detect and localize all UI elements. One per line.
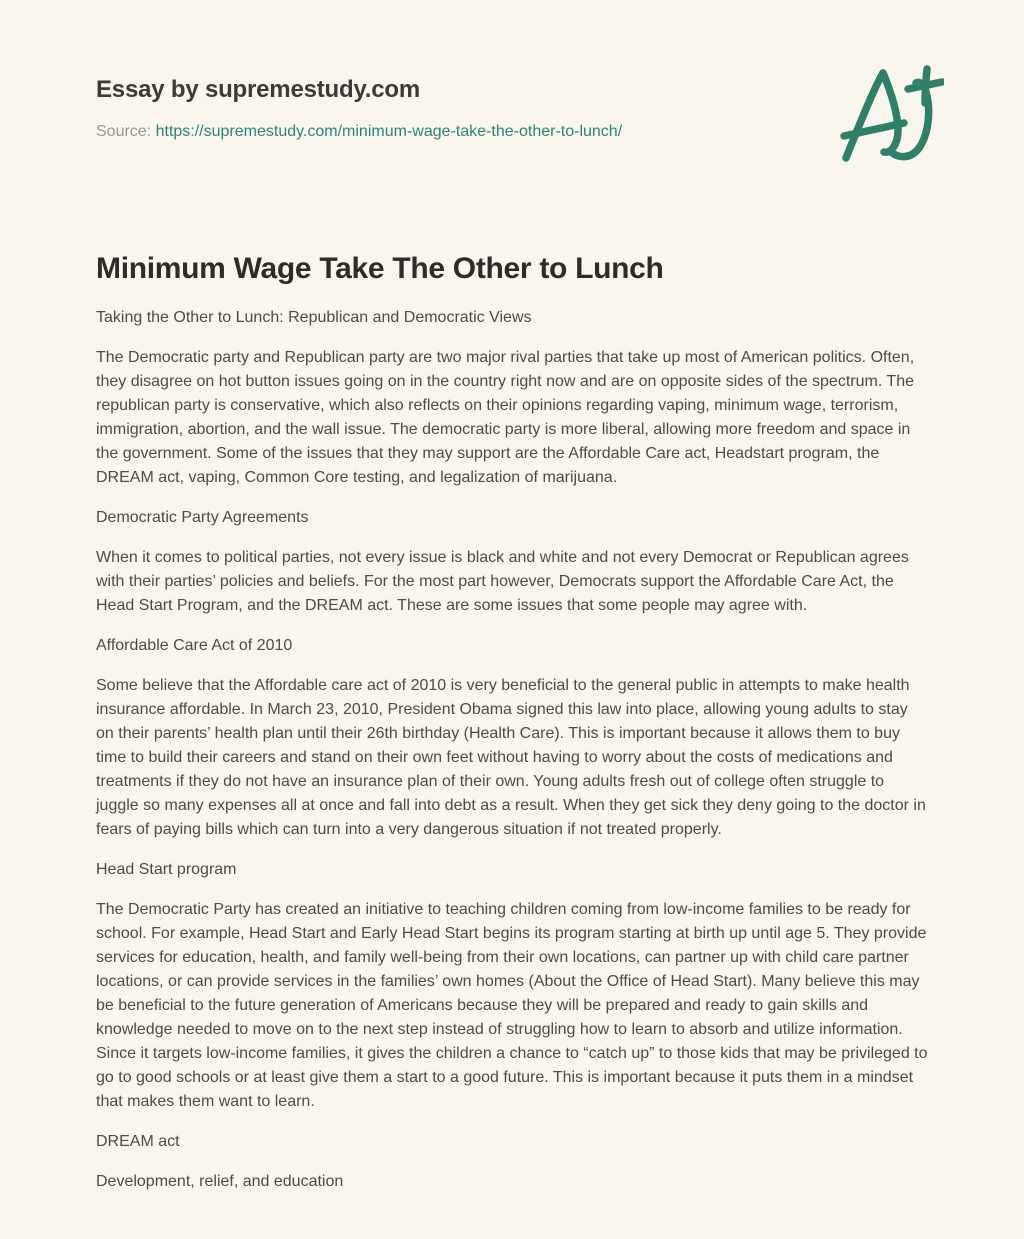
source-line: [96, 122, 622, 142]
heading-head-start-program: Head Start program: [96, 861, 237, 878]
paragraph-affordable-care-act: Some believe that the Affordable care act of 2010 is very beneficial to the general public in attempts to make health insurance affordable. In March 23, 2010, President Obama signed this law into place, allowing young adults to stay on their parents’ health plan until their 26th birthday (Health Care). This is important because it allows them to buy time to build their careers and stand on their own feet without having to worry about the costs of medications and treatments if they do not have an insurance plan of their own. Young adults fresh out of college often struggle to juggle so many expenses all at once and fall into debt as a result. When they get sick they deny going to the doctor in fears of paying bills which can turn into a very dangerous situation if not treated properly.: [96, 677, 926, 838]
source-label: Source:: [96, 123, 152, 140]
source-url-link[interactable]: https://supremestudy.com/minimum-wage-take-the-other-to-lunch/: [155, 123, 623, 140]
article-title: Minimum Wage Take The Other to Lunch: [96, 252, 664, 285]
paragraph-head-start-program: The Democratic Party has created an initiative to teaching children coming from low-income families to be ready for school. For example, Head Start and Early Head Start begins its program starting at birth up until age 5. They provide services for education, health, and family well-being from their own locations, can partner up with child care partner locations, or can provide services in the families’ own homes (About the Office of Head Start). Many believe this may be beneficial to the future generation of Americans because they will be prepared and ready to gain skills and knowledge needed to move on to the next step instead of struggling how to learn to absorb and utilize information. Since it targets low-income families, it gives the children a chance to “catch up” to those kids that may be privileged to go to good schools or at least give them a start to a good future. This is important because it puts them in a mindset that makes them want to learn.: [96, 901, 928, 1110]
page-header-title: Essay by supremestudy.com: [96, 76, 421, 103]
heading-affordable-care-act: Affordable Care Act of 2010: [96, 637, 293, 654]
heading-democratic-party-agreements: Democratic Party Agreements: [96, 509, 309, 526]
heading-dream-act: DREAM act: [96, 1133, 180, 1150]
paragraph-democratic-party-agreements: When it comes to political parties, not every issue is black and white and not every Democrat or Republican agrees with their parties’ policies and beliefs. For the most part however, Democrats support the Affordable Care Act, the Head Start Program, and the DREAM act. These are some issues that some people may agree with.: [96, 549, 909, 614]
a-plus-logo: [838, 64, 944, 166]
paragraph-dream-act-intro: Development, relief, and education: [96, 1173, 344, 1190]
intro-paragraph: The Democratic party and Republican party are two major rival parties that take up most of American politics. Often, they disagree on hot button issues going on in the country right now and are on opposite sides of the spectrum. The republican party is conservative, which also reflects on their opinions regarding vaping, minimum wage, terrorism, immigration, abortion, and the wall issue. The democratic party is more liberal, allowing more freedom and space in the government. Some of the issues that they may support are the Affordable Care act, Headstart program, the DREAM act, vaping, Common Core testing, and legalization of marijuana.: [96, 349, 915, 486]
article-subtitle: Taking the Other to Lunch: Republican and Democratic Views: [96, 309, 532, 326]
article: [96, 250, 929, 1210]
